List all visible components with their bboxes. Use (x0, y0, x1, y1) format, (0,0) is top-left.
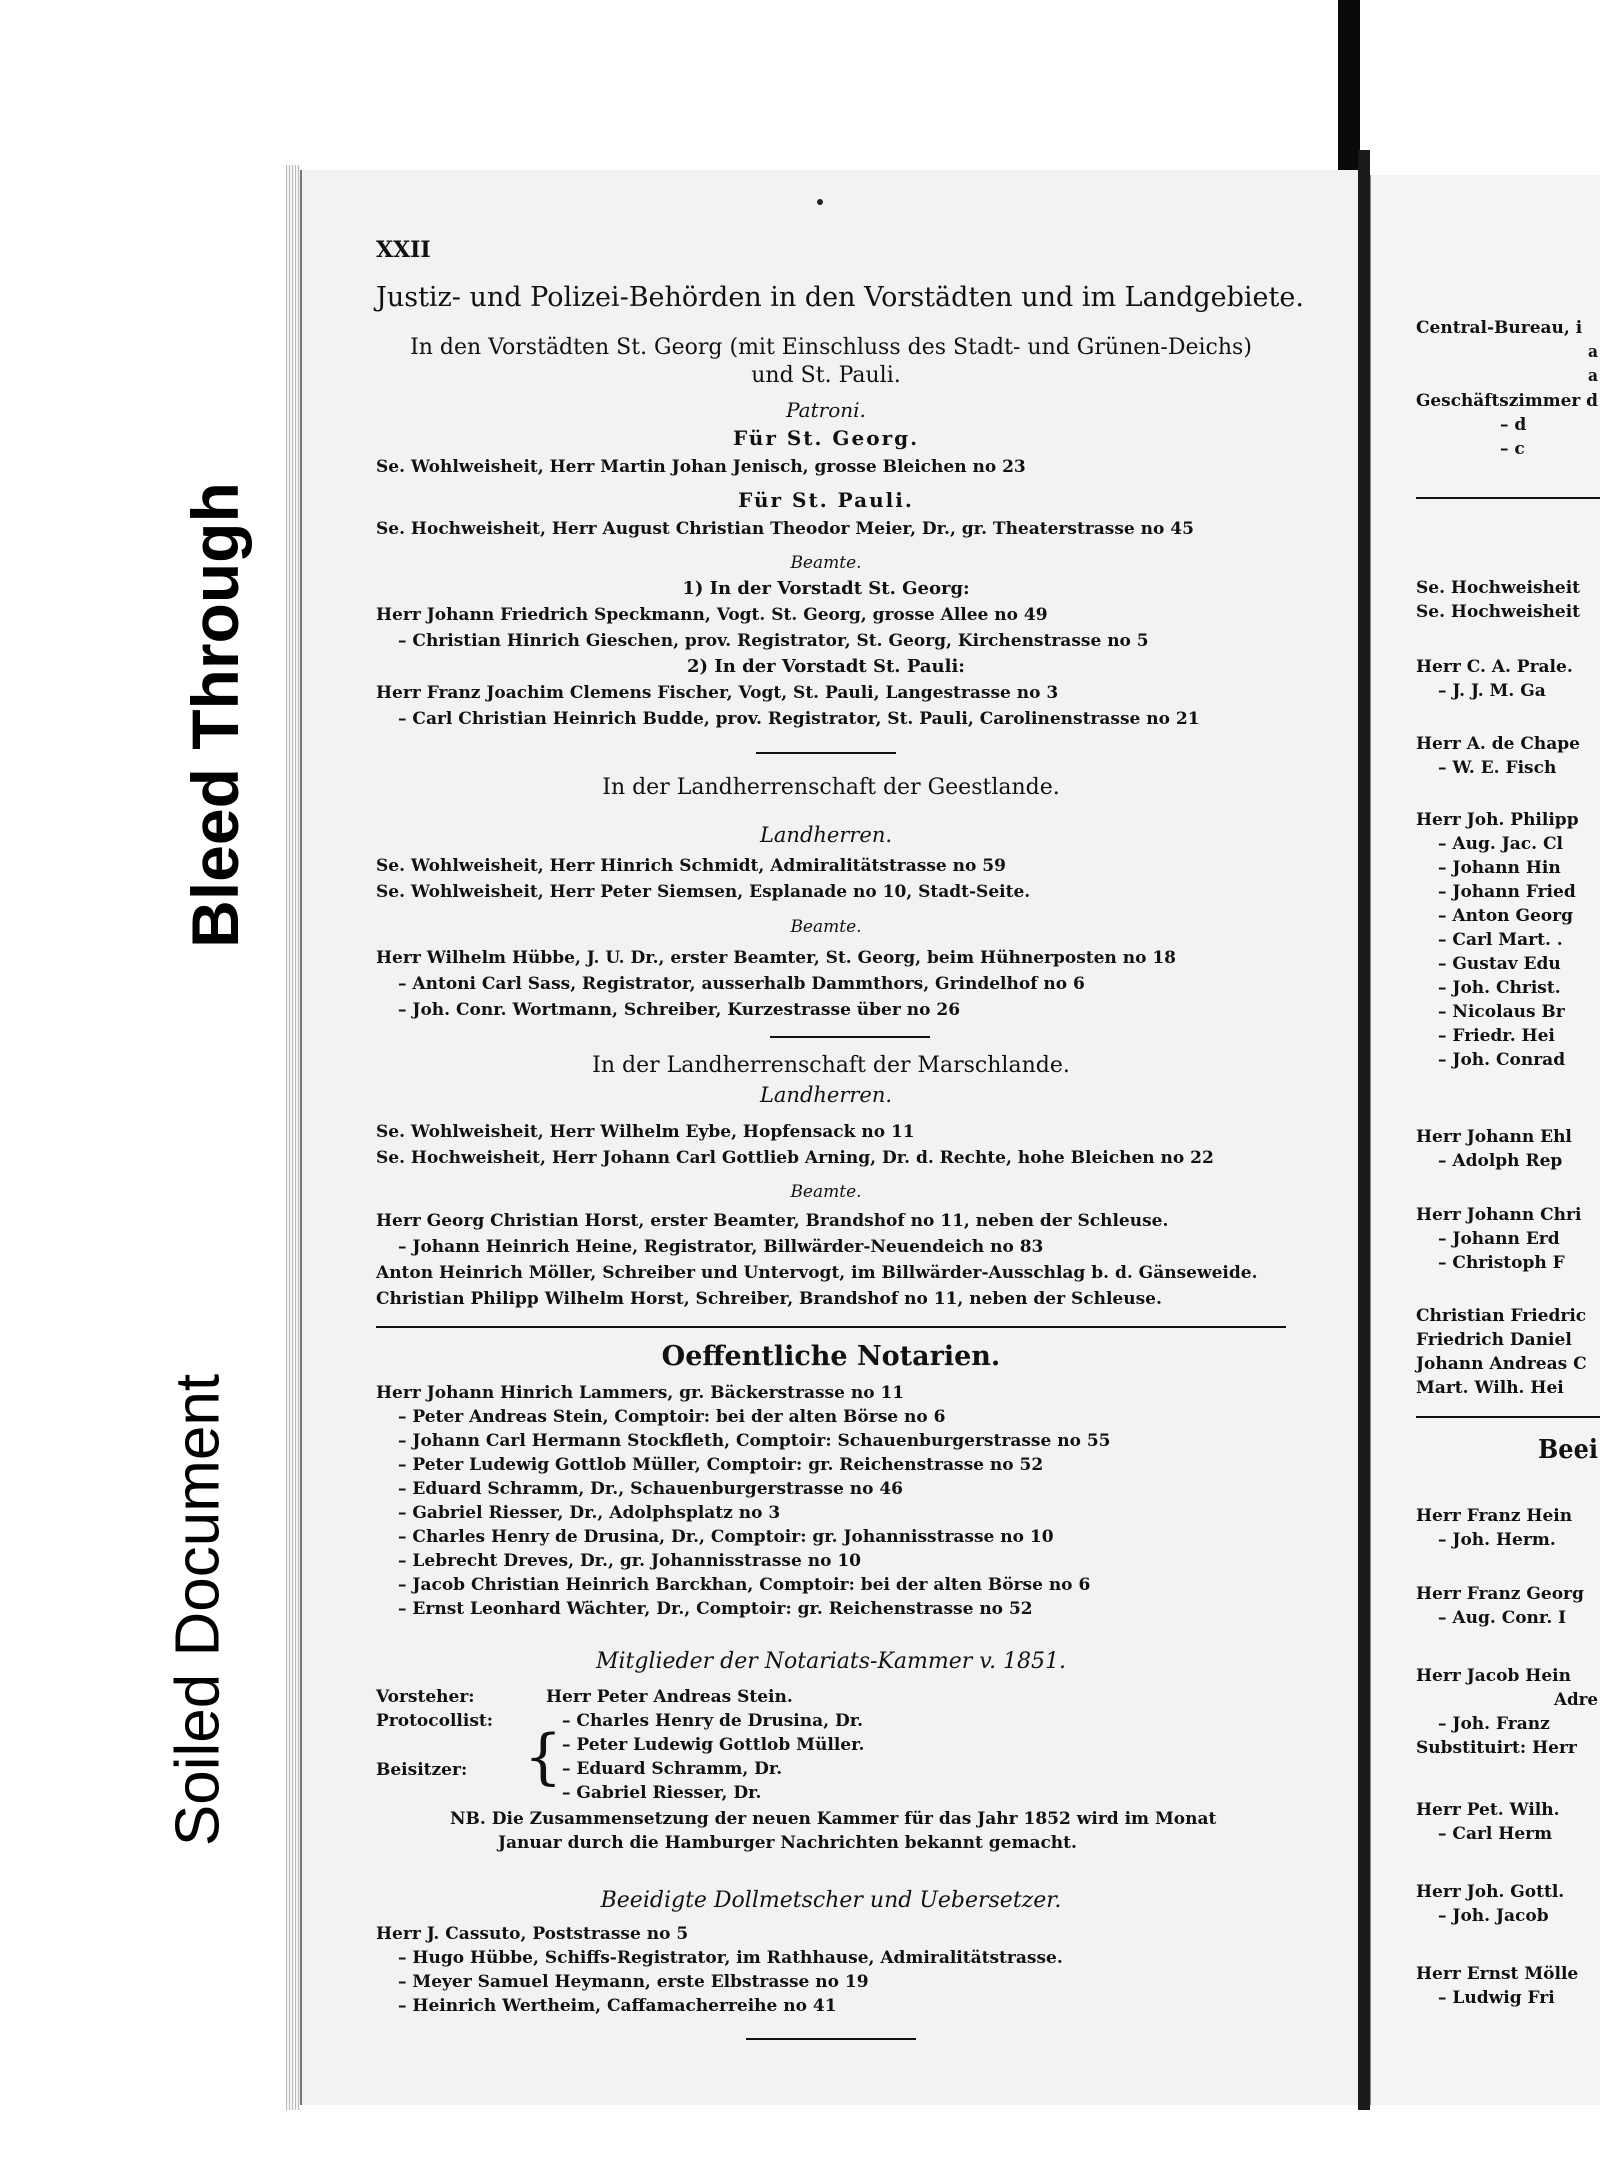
right-line: – Joh. Herm. (1438, 1530, 1556, 1550)
bleed-through-label (160, 410, 270, 1020)
right-line: Central-Bureau, i (1416, 318, 1583, 338)
geest-beamter-2: – Antoni Carl Sass, Registrator, ausserhalb Dammthors, Grindelhof no 6 (398, 974, 1085, 994)
right-line: Adre (1554, 1690, 1599, 1710)
right-line: Friedrich Daniel (1416, 1330, 1572, 1350)
right-line: – Carl Mart. . (1438, 930, 1563, 950)
notarien-heading: Oeffentliche Notarien. (661, 1341, 1001, 1372)
nb-note-2: Januar durch die Hamburger Nachrichten bekannt gemacht. (498, 1833, 1077, 1853)
scanner-bar-top-right-2 (1380, 0, 1600, 160)
right-line: – Friedr. Hei (1438, 1026, 1555, 1046)
right-divider-2 (1416, 1416, 1600, 1418)
notar-entry: – Charles Henry de Drusina, Dr., Comptoir: gr. Johannisstrasse no 10 (398, 1527, 1054, 1547)
right-line: – d (1500, 415, 1527, 435)
right-line: Se. Hochweisheit (1416, 602, 1581, 622)
pauli-beamter-1: Herr Franz Joachim Clemens Fischer, Vogt, St. Pauli, Langestrasse no 3 (376, 683, 1059, 703)
vorstadt-pauli: 2) In der Vorstadt St. Pauli: (687, 656, 965, 677)
vorsteher-name: Herr Peter Andreas Stein. (546, 1687, 793, 1707)
right-line: Herr Ernst Mölle (1416, 1964, 1579, 1984)
right-line: Mart. Wilh. Hei (1416, 1378, 1564, 1398)
divider-1 (756, 752, 896, 754)
notar-entry: – Eduard Schramm, Dr., Schauenburgerstrasse no 46 (398, 1479, 904, 1499)
marsch-landherr-1: Se. Wohlweisheit, Herr Wilhelm Eybe, Hopfensack no 11 (376, 1122, 915, 1142)
notar-entry: – Peter Andreas Stein, Comptoir: bei der alten Börse no 6 (398, 1407, 946, 1427)
beisitzer-name: – Gabriel Riesser, Dr. (562, 1783, 762, 1803)
right-divider-1 (1416, 497, 1600, 499)
geestlande-heading: In der Landherrenschaft der Geestlande. (602, 775, 1060, 800)
vorsteher-label: Vorsteher: (376, 1687, 475, 1707)
right-line: – Johann Fried (1438, 882, 1576, 902)
right-line: Herr Joh. Gottl. (1416, 1882, 1565, 1902)
vorstadt-georg: 1) In der Vorstadt St. Georg: (682, 578, 970, 599)
right-line: Johann Andreas C (1416, 1354, 1587, 1374)
right-line: – Anton Georg (1438, 906, 1573, 926)
right-line: – W. E. Fisch (1438, 758, 1557, 778)
right-line: Herr Franz Hein (1416, 1506, 1573, 1526)
protocollist-name: – Charles Henry de Drusina, Dr. (562, 1711, 864, 1731)
page-number: XXII (376, 237, 431, 263)
georg-beamter-2: – Christian Hinrich Gieschen, prov. Registrator, St. Georg, Kirchenstrasse no 5 (398, 631, 1149, 651)
beamte-heading-2: Beamte. (790, 917, 862, 937)
divider-3 (376, 1326, 1286, 1328)
speck (817, 199, 823, 205)
notar-entry: Herr Johann Hinrich Lammers, gr. Bäckerstrasse no 11 (376, 1383, 905, 1403)
marsch-beamter-2: – Johann Heinrich Heine, Registrator, Billwärder-Neuendeich no 83 (398, 1237, 1044, 1257)
scanner-bar-top-right (1338, 0, 1360, 180)
notar-entry: – Jacob Christian Heinrich Barckhan, Comptoir: bei der alten Börse no 6 (398, 1575, 1091, 1595)
patroni-heading: Patroni. (786, 398, 866, 422)
right-line: Herr Johann Chri (1416, 1205, 1582, 1225)
pauli-beamter-2: – Carl Christian Heinrich Budde, prov. Registrator, St. Pauli, Carolinenstrasse no 21 (398, 709, 1200, 729)
dolmetscher-entry: Herr J. Cassuto, Poststrasse no 5 (376, 1924, 689, 1944)
right-line: Herr Pet. Wilh. (1416, 1800, 1560, 1820)
dolmetscher-entry: – Hugo Hübbe, Schiffs-Registrator, im Rathhause, Admiralitätstrasse. (398, 1948, 1063, 1968)
right-line: Substituirt: Herr (1416, 1738, 1577, 1758)
fuer-st-georg: Für St. Georg. (732, 426, 920, 450)
right-line: Herr C. A. Prale. (1416, 657, 1573, 677)
right-line: – Carl Herm (1438, 1824, 1553, 1844)
right-line: – J. J. M. Ga (1438, 681, 1546, 701)
soiled-document-label (125, 1310, 270, 1910)
right-line: Herr Joh. Philipp (1416, 810, 1579, 830)
right-line: – Ludwig Fri (1438, 1988, 1555, 2008)
divider-4 (746, 2038, 916, 2040)
landherren-heading-2: Landherren. (759, 1083, 893, 1107)
landherren-heading-1: Landherren. (759, 823, 893, 847)
right-line: – Adolph Rep (1438, 1151, 1563, 1171)
right-line: Herr Jacob Hein (1416, 1666, 1571, 1686)
beisitzer-name: – Eduard Schramm, Dr. (562, 1759, 783, 1779)
right-line: – Joh. Franz (1438, 1714, 1550, 1734)
right-line: – Joh. Conrad (1438, 1050, 1566, 1070)
right-line: – Gustav Edu (1438, 954, 1561, 974)
dolmetscher-entry: – Meyer Samuel Heymann, erste Elbstrasse no 19 (398, 1972, 869, 1992)
right-line: a (1588, 366, 1599, 386)
marschlande-heading: In der Landherrenschaft der Marschlande. (592, 1053, 1070, 1078)
divider-2 (770, 1036, 930, 1038)
right-line: Se. Hochweisheit (1416, 578, 1581, 598)
beisitzer-brace: { (524, 1722, 563, 1792)
protocollist-label: Protocollist: (376, 1711, 494, 1731)
marsch-beamter-4: Christian Philipp Wilhelm Horst, Schreiber, Brandshof no 11, neben der Schleuse. (376, 1289, 1162, 1309)
pauli-patron: Se. Hochweisheit, Herr August Christian Theodor Meier, Dr., gr. Theaterstrasse no 45 (376, 519, 1194, 539)
right-line: Christian Friedric (1416, 1306, 1587, 1326)
right-line: – c (1500, 439, 1525, 459)
dollmetscher-heading: Beeidigte Dollmetscher und Uebersetzer. (600, 1888, 1062, 1913)
book-gutter (1358, 150, 1370, 2110)
marsch-beamter-1: Herr Georg Christian Horst, erster Beamter, Brandshof no 11, neben der Schleuse. (376, 1211, 1169, 1231)
marsch-beamter-3: Anton Heinrich Möller, Schreiber und Untervogt, im Billwärder-Ausschlag b. d. Gänseweide. (376, 1263, 1258, 1283)
beamte-heading-1: Beamte. (790, 553, 862, 573)
subtitle-2: und St. Pauli. (751, 363, 901, 388)
fuer-st-pauli: Für St. Pauli. (738, 488, 914, 512)
beisitzer-label: Beisitzer: (376, 1760, 468, 1780)
page-edge (286, 165, 300, 2110)
soiled-document-text: Soiled Document (163, 1373, 232, 1847)
right-line: – Joh. Jacob (1438, 1906, 1549, 1926)
nb-note-1: NB. Die Zusammensetzung der neuen Kammer für das Jahr 1852 wird im Monat (450, 1809, 1217, 1829)
georg-beamter-1: Herr Johann Friedrich Speckmann, Vogt. St. Georg, grosse Allee no 49 (376, 605, 1048, 625)
right-line: – Joh. Christ. (1438, 978, 1561, 998)
right-line: Herr Franz Georg (1416, 1584, 1584, 1604)
right-line: – Johann Erd (1438, 1229, 1560, 1249)
notar-entry: – Ernst Leonhard Wächter, Dr., Comptoir: gr. Reichenstrasse no 52 (398, 1599, 1033, 1619)
right-line: – Nicolaus Br (1438, 1002, 1565, 1022)
notar-entry: – Peter Ludewig Gottlob Müller, Comptoir: gr. Reichenstrasse no 52 (398, 1455, 1044, 1475)
right-line: Geschäftszimmer d (1416, 391, 1598, 411)
beisitzer-name: – Peter Ludewig Gottlob Müller. (562, 1735, 865, 1755)
right-line: Herr A. de Chape (1416, 734, 1580, 754)
beamte-heading-3: Beamte. (790, 1182, 862, 1202)
geest-landherr-1: Se. Wohlweisheit, Herr Hinrich Schmidt, Admiralitätstrasse no 59 (376, 856, 1006, 876)
kammer-heading: Mitglieder der Notariats-Kammer v. 1851. (595, 1649, 1067, 1674)
geest-beamter-1: Herr Wilhelm Hübbe, J. U. Dr., erster Beamter, St. Georg, beim Hühnerposten no 18 (376, 948, 1176, 968)
dolmetscher-entry: – Heinrich Wertheim, Caffamacherreihe no 41 (398, 1996, 837, 2016)
right-line: a (1588, 342, 1599, 362)
right-line: – Aug. Jac. Cl (1438, 834, 1563, 854)
right-line: Herr Johann Ehl (1416, 1127, 1572, 1147)
geest-beamter-3: – Joh. Conr. Wortmann, Schreiber, Kurzestrasse über no 26 (398, 1000, 961, 1020)
right-line: – Aug. Conr. I (1438, 1608, 1567, 1628)
notar-entry: – Lebrecht Dreves, Dr., gr. Johannisstrasse no 10 (398, 1551, 862, 1571)
notar-entry: – Gabriel Riesser, Dr., Adolphsplatz no 3 (398, 1503, 781, 1523)
notar-entry: – Johann Carl Hermann Stockfleth, Comptoir: Schauenburgerstrasse no 55 (398, 1431, 1111, 1451)
georg-patron: Se. Wohlweisheit, Herr Martin Johan Jenisch, grosse Bleichen no 23 (376, 457, 1026, 477)
section-title: Justiz- und Polizei-Behörden in den Vorstädten und im Landgebiete. (376, 282, 1304, 313)
marsch-landherr-2: Se. Hochweisheit, Herr Johann Carl Gottlieb Arning, Dr. d. Rechte, hohe Bleichen no 22 (376, 1148, 1214, 1168)
bleed-through-text: Bleed Through (178, 482, 252, 948)
subtitle-1: In den Vorstädten St. Georg (mit Einschluss des Stadt- und Grünen-Deichs) (410, 335, 1252, 360)
right-heading: Beei (1538, 1435, 1599, 1465)
geest-landherr-2: Se. Wohlweisheit, Herr Peter Siemsen, Esplanade no 10, Stadt-Seite. (376, 882, 1031, 902)
right-line: – Christoph F (1438, 1253, 1565, 1273)
right-line: – Johann Hin (1438, 858, 1561, 878)
